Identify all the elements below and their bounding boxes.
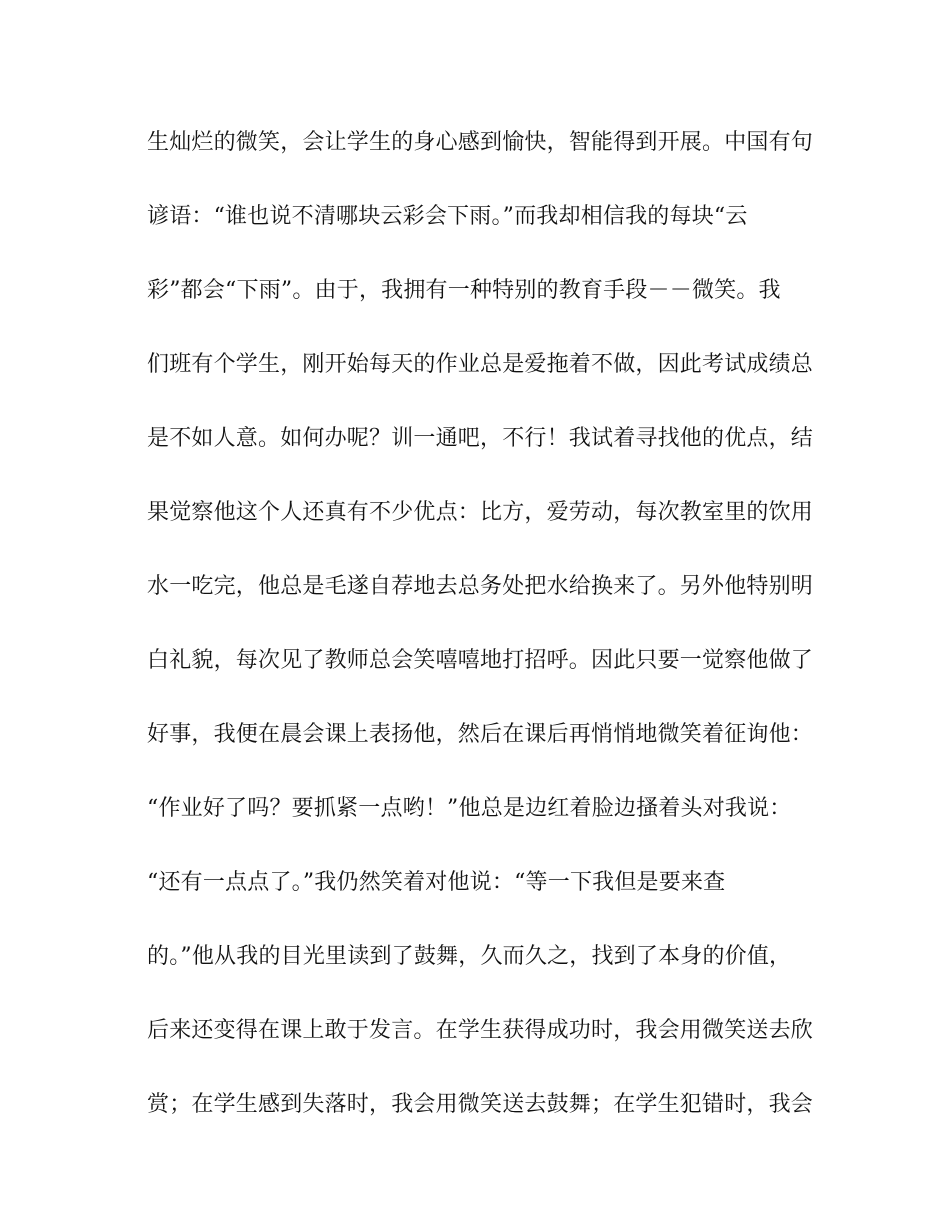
paragraph-line: 谚语：“谁也说不清哪块云彩会下雨。”而我却相信我的每块“云 [147,204,748,229]
paragraph-line: 好事，我便在晨会课上表扬他，然后在课后再悄悄地微笑着征询他： [147,722,814,747]
paragraph-line: 们班有个学生，刚开始每天的作业总是爱拖着不做，因此考试成绩总 [147,352,814,377]
paragraph-line: 后来还变得在课上敢于发言。在学生获得成功时，我会用微笑送去欣 [147,1018,814,1043]
paragraph-line: 白礼貌，每次见了教师总会笑嘻嘻地打招呼。因此只要一觉察他做了 [147,648,814,673]
paragraph-line: 生灿烂的微笑，会让学生的身心感到愉快，智能得到开展。中国有句 [147,130,814,155]
paragraph-line: 赏；在学生感到失落时，我会用微笑送去鼓舞；在学生犯错时，我会 [147,1092,814,1117]
paragraph-line: 果觉察他这个人还真有不少优点：比方，爱劳动，每次教室里的饮用 [147,500,814,525]
paragraph-line: 水一吃完，他总是毛遂自荐地去总务处把水给换来了。另外他特别明 [147,574,814,599]
paragraph-line: 是不如人意。如何办呢？训一通吧，不行！我试着寻找他的优点，结 [147,426,814,451]
paragraph-line: “作业好了吗？要抓紧一点哟！”他总是边红着脸边搔着头对我说： [147,796,792,821]
paragraph-line: 彩”都会“下雨”。由于，我拥有一种特别的教育手段－－微笑。我 [147,278,781,303]
paragraph-line: 的。”他从我的目光里读到了鼓舞，久而久之，找到了本身的价值， [147,944,792,969]
paragraph-line: “还有一点点了。”我仍然笑着对他说：“等一下我但是要来查 [147,870,726,895]
